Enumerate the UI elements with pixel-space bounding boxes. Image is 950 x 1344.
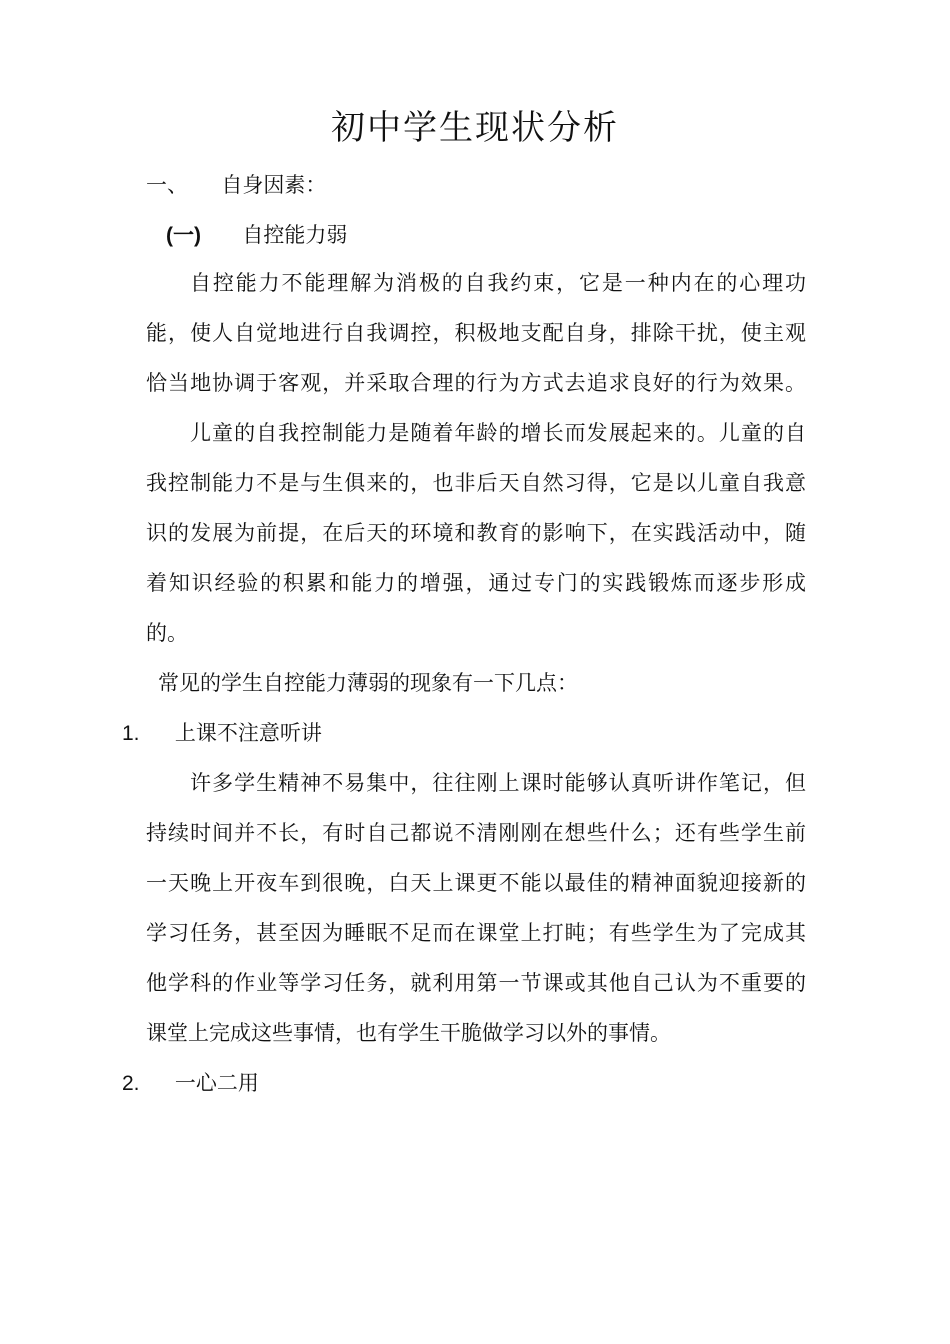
paragraph-line: 一天晚上开夜车到很晚，白天上课更不能以最佳的精神面貌迎接新的 [146, 871, 806, 895]
list-item-heading [122, 1068, 259, 1099]
list-item-number: 1. [122, 722, 140, 745]
document-title: 初中学生现状分析 [331, 108, 619, 148]
subsection-marker: (一) [166, 224, 201, 247]
list-intro: 常见的学生自控能力薄弱的现象有一下几点： [158, 671, 578, 695]
paragraph-line: 我控制能力不是与生俱来的，也非后天自然习得，它是以儿童自我意 [146, 471, 806, 495]
section-title: 自身因素： [221, 173, 327, 197]
paragraph-line: 持续时间并不长，有时自己都说不清刚刚在想些什么；还有些学生前 [146, 821, 806, 845]
list-item-number: 2. [122, 1072, 140, 1095]
paragraph-line: 恰当地协调于客观，并采取合理的行为方式去追求良好的行为效果。 [146, 371, 806, 395]
section-heading [146, 170, 326, 200]
paragraph-line: 识的发展为前提，在后天的环境和教育的影响下，在实践活动中，随 [146, 521, 806, 545]
list-item-title: 上课不注意听讲 [174, 721, 322, 745]
paragraph-line: 自控能力不能理解为消极的自我约束，它是一种内在的心理功 [190, 271, 806, 295]
paragraph-line: 儿童的自我控制能力是随着年龄的增长而发展起来的。儿童的自 [190, 421, 806, 445]
subsection-title: 自控能力弱 [242, 223, 348, 247]
paragraph-line: 的。 [146, 621, 188, 645]
section-marker: 一、 [146, 173, 188, 197]
paragraph-line: 他学科的作业等学习任务，就利用第一节课或其他自己认为不重要的 [146, 971, 806, 995]
paragraph-line: 能，使人自觉地进行自我调控，积极地支配自身，排除干扰，使主观 [146, 321, 806, 345]
paragraph-line: 课堂上完成这些事情，也有学生干脆做学习以外的事情。 [146, 1021, 671, 1045]
list-item-title: 一心二用 [174, 1071, 259, 1095]
paragraph-line: 学习任务，甚至因为睡眠不足而在课堂上打盹；有些学生为了完成其 [146, 921, 806, 945]
list-item-heading [122, 718, 322, 749]
subsection-heading [166, 220, 347, 251]
paragraph-line: 着知识经验的积累和能力的增强，通过专门的实践锻炼而逐步形成 [146, 571, 806, 595]
paragraph-line: 许多学生精神不易集中，往往刚上课时能够认真听讲作笔记，但 [190, 771, 806, 795]
